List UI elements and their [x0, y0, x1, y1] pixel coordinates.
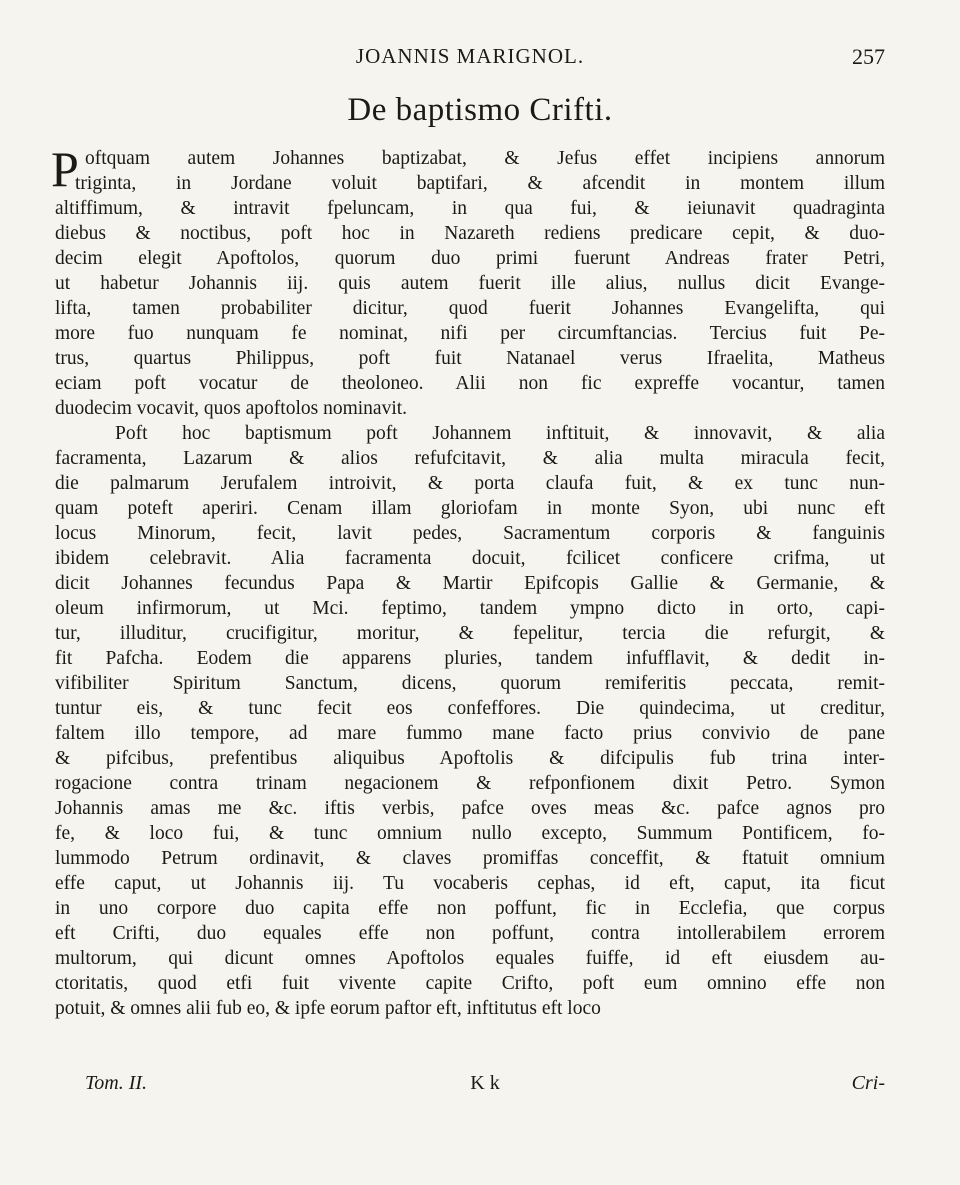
text-line: vifibiliter Spiritum Sanctum, dicens, quorum remiferitis peccata, remit- — [55, 673, 885, 694]
running-head-title: JOANNIS MARIGNOL. — [355, 44, 585, 68]
chapter-title: De baptismo Crifti. — [347, 92, 613, 128]
text-line: Johannis amas me &c. iftis verbis, pafce oves meas &c. pafce agnos pro — [55, 798, 885, 819]
page-footer — [85, 1072, 885, 1102]
text-line: duodecim vocavit, quos apoftolos nominavit. — [55, 398, 408, 419]
text-line: oftquam autem Johannes baptizabat, & Jefus effet incipiens annorum — [85, 148, 885, 169]
text-line: rogacione contra trinam negacionem & refponfionem dixit Petro. Symon — [55, 773, 885, 794]
text-line: dicit Johannes fecundus Papa & Martir Epifcopis Gallie & Germanie, & — [55, 573, 885, 594]
text-line: multorum, qui dicunt omnes Apoftolos equales fuiffe, id eft eiusdem au- — [55, 948, 885, 969]
text-line: facramenta, Lazarum & alios refufcitavit, & alia multa miracula fecit, — [55, 448, 885, 469]
text-line: & pifcibus, prefentibus aliquibus Apoftolis & difcipulis fub trina inter- — [55, 748, 885, 769]
text-line: potuit, & omnes alii fub eo, & ipfe eorum paftor eft, inftitutus eft loco — [55, 998, 601, 1019]
signature-mark: K k — [470, 1072, 500, 1094]
volume-mark: Tom. II. — [85, 1072, 148, 1094]
text-line: more fuo nunquam fe nominat, nifi per circumftancias. Tercius fuit Pe- — [55, 323, 885, 344]
text-line: in uno corpore duo capita effe non poffunt, fic in Ecclefia, que corpus — [55, 898, 885, 919]
text-line: lifta, tamen probabiliter dicitur, quod fuerit Johannes Evangelifta, qui — [55, 298, 885, 319]
text-line: locus Minorum, fecit, lavit pedes, Sacramentum corporis & fanguinis — [55, 523, 885, 544]
text-line: oleum infirmorum, ut Mci. feptimo, tandem ympno dicto in orto, capi- — [55, 598, 885, 619]
text-line: altiffimum, & intravit fpeluncam, in qua fui, & ieiunavit quadraginta — [55, 198, 885, 219]
text-line: eft Crifti, duo equales effe non poffunt, contra intollerabilem errorem — [55, 923, 885, 944]
text-line: effe caput, ut Johannis iij. Tu vocaberis cephas, id eft, caput, ita ficut — [55, 873, 885, 894]
catchword: Cri- — [851, 1072, 885, 1094]
text-line: Poft hoc baptismum poft Johannem inftituit, & innovavit, & alia — [115, 423, 885, 444]
text-line: fe, & loco fui, & tunc omnium nullo excepto, Summum Pontificem, fo- — [55, 823, 885, 844]
text-line: diebus & noctibus, poft hoc in Nazareth rediens predicare cepit, & duo- — [55, 223, 885, 244]
text-line: fit Pafcha. Eodem die apparens pluries, tandem infufflavit, & dedit in- — [55, 648, 885, 669]
text-line: eciam poft vocatur de theoloneo. Alii non fic expreffe vocantur, tamen — [55, 373, 885, 394]
text-line: triginta, in Jordane voluit baptifari, & afcendit in montem illum — [75, 173, 885, 194]
running-head — [55, 36, 885, 76]
text-line: decim elegit Apoftolos, quorum duo primi fuerunt Andreas frater Petri, — [55, 248, 885, 269]
text-line: faltem illo tempore, ad mare fummo mane facto prius convivio de pane — [55, 723, 885, 744]
text-line: quam poteft aperiri. Cenam illam gloriofam in monte Syon, ubi nunc eft — [55, 498, 885, 519]
text-line: tuntur eis, & tunc fecit eos confeffores. Die quindecima, ut creditur, — [55, 698, 885, 719]
page-number: 257 — [852, 44, 885, 69]
text-line: tur, illuditur, crucifigitur, moritur, & fepelitur, tercia die refurgit, & — [55, 623, 885, 644]
text-line: ctoritatis, quod etfi fuit vivente capite Crifto, poft eum omnino effe non — [55, 973, 885, 994]
drop-cap: P — [51, 141, 79, 197]
body-text — [51, 141, 885, 1021]
text-line: lummodo Petrum ordinavit, & claves promiffas conceffit, & ftatuit omnium — [55, 848, 885, 869]
text-line: trus, quartus Philippus, poft fuit Natanael verus Ifraelita, Matheus — [55, 348, 885, 369]
text-line: ut habetur Johannis iij. quis autem fuerit ille alius, nullus dicit Evange- — [55, 273, 885, 294]
text-line: die palmarum Jerufalem introivit, & porta claufa fuit, & ex tunc nun- — [55, 473, 885, 494]
text-line: ibidem celebravit. Alia facramenta docuit, fcilicet conficere crifma, ut — [55, 548, 885, 569]
